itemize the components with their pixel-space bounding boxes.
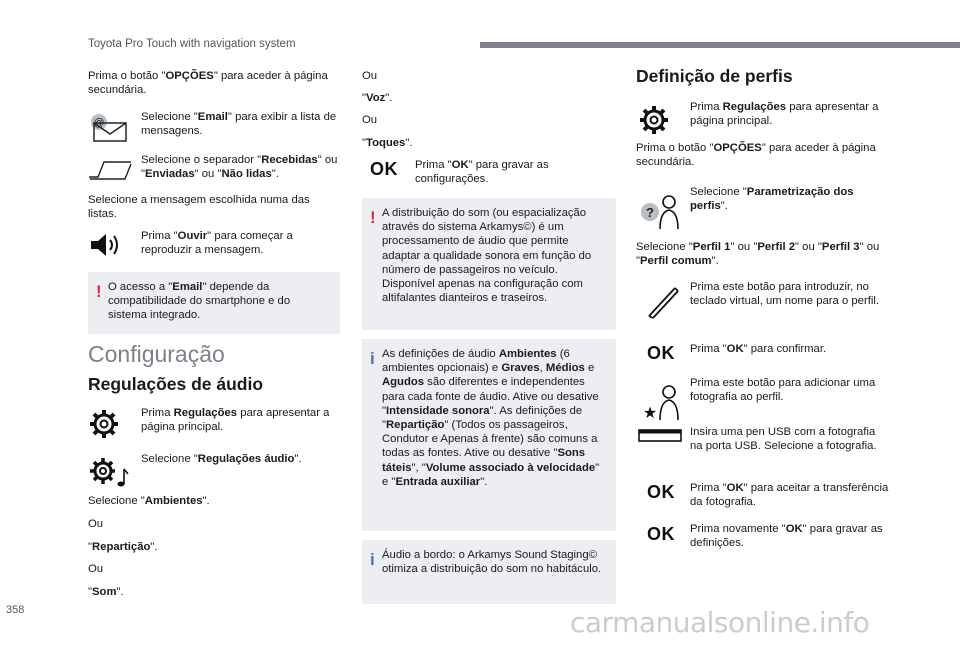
usb-icon bbox=[638, 429, 682, 443]
text: Selecione " bbox=[690, 186, 747, 198]
edit-name-step: Prima este botão para introduzir, no teclado virtual, um nome para o perfil. bbox=[690, 281, 880, 308]
text: Selecione " bbox=[636, 241, 693, 253]
text-bold: OK bbox=[726, 482, 744, 494]
info-icon: i bbox=[370, 550, 375, 569]
email-step bbox=[141, 110, 341, 138]
text-bold: Agudos bbox=[382, 376, 425, 389]
text: Prima " bbox=[690, 482, 727, 494]
page-number: 358 bbox=[6, 604, 25, 616]
ou-text: Ou bbox=[362, 114, 378, 126]
text-bold: OPÇÕES bbox=[713, 142, 762, 154]
text-bold: Enviadas bbox=[145, 168, 195, 181]
text: ". bbox=[480, 475, 488, 488]
text: " bbox=[362, 92, 367, 104]
text: " para gravar as definições. bbox=[690, 523, 883, 550]
text-bold: Volume associado à velocidade bbox=[425, 461, 596, 474]
text-bold: Perfil 1 bbox=[692, 241, 731, 253]
text: , bbox=[539, 362, 546, 375]
reparticao-step bbox=[88, 540, 158, 554]
profile-settings-icon bbox=[638, 190, 682, 230]
svg-text:★: ★ bbox=[642, 403, 658, 422]
ok-icon: OK bbox=[647, 343, 675, 363]
text: ". bbox=[711, 255, 719, 268]
ok-confirm-step bbox=[690, 342, 890, 356]
header-bar bbox=[480, 42, 960, 48]
ok-accept-step bbox=[690, 481, 890, 509]
text: ". bbox=[150, 541, 158, 553]
text: " ou " bbox=[194, 168, 222, 181]
warning-icon: ! bbox=[96, 282, 102, 301]
text: Selecione " bbox=[141, 453, 198, 465]
text: " bbox=[88, 586, 93, 598]
text: Selecione " bbox=[88, 495, 145, 507]
profile-photo-icon bbox=[638, 382, 682, 422]
text: Prima " bbox=[690, 343, 727, 355]
add-photo-step: Prima este botão para adicionar uma fotografia ao perfil. bbox=[690, 377, 876, 404]
text: " bbox=[362, 137, 367, 149]
ok-icon: OK bbox=[370, 159, 398, 179]
text: ". bbox=[294, 453, 302, 465]
text: Prima o botão " bbox=[636, 142, 714, 154]
opcoes-step bbox=[636, 141, 876, 169]
text-bold: Ouvir bbox=[177, 230, 208, 242]
text: " para exibir a lista de mensagens. bbox=[141, 111, 337, 138]
text-bold: Intensidade sonora bbox=[386, 404, 490, 417]
speaker-icon bbox=[88, 231, 124, 259]
voz-step bbox=[362, 91, 392, 105]
info-text bbox=[382, 347, 606, 489]
text: As definições de áudio bbox=[382, 348, 499, 360]
svg-text:?: ? bbox=[646, 205, 654, 220]
text-bold: Graves bbox=[501, 362, 540, 375]
text: " para começar a reproduzir a mensagem. bbox=[141, 230, 293, 257]
parametrizacao-step bbox=[690, 185, 890, 213]
text: " para gravar as configurações. bbox=[415, 159, 549, 186]
text: " depende da compatibilidade do smartphone e do sistema integrado. bbox=[108, 281, 291, 322]
text: são diferentes e independentes para cada fonte de áudio. Ative ou desative " bbox=[382, 376, 599, 417]
gear-icon bbox=[88, 408, 120, 440]
text-bold: Toques bbox=[366, 137, 406, 149]
ou-text: Ou bbox=[88, 563, 104, 575]
ambientes-step bbox=[88, 494, 210, 508]
warning-icon: ! bbox=[370, 208, 376, 227]
text: " para confirmar. bbox=[743, 343, 827, 355]
text-bold: Regulações bbox=[173, 407, 238, 419]
text: ". bbox=[385, 92, 393, 104]
text: Prima " bbox=[415, 159, 452, 171]
text: ". bbox=[405, 137, 413, 149]
text: " e " bbox=[382, 461, 600, 488]
text-bold: Perfil 3 bbox=[821, 241, 860, 253]
text-bold: Perfil 2 bbox=[757, 241, 796, 253]
ok-save-step bbox=[690, 522, 890, 550]
gear-icon bbox=[638, 104, 670, 136]
text: " para aceder à página secundária. bbox=[88, 70, 328, 97]
som-step bbox=[88, 585, 124, 599]
text-bold: OK bbox=[726, 343, 744, 355]
text: e bbox=[584, 362, 595, 375]
watermark: carmanualsonline.info bbox=[570, 606, 870, 639]
text: Prima bbox=[141, 407, 174, 419]
text: Prima o botão " bbox=[88, 70, 166, 82]
pencil-icon bbox=[645, 284, 681, 320]
ou-text: Ou bbox=[362, 70, 378, 82]
text-bold: Sons táteis bbox=[382, 447, 586, 474]
text: Selecione " bbox=[141, 111, 198, 123]
select-message-text: Selecione a mensagem escolhida numa das listas. bbox=[88, 194, 310, 221]
text: Prima " bbox=[141, 230, 178, 242]
usb-step: Insira uma pen USB com a fotografia na porta USB. Selecione a fotografia. bbox=[690, 426, 877, 453]
text-bold: OK bbox=[785, 523, 803, 535]
warning-text: A distribuição do som (ou espacialização através do sistema Arkamys©) é um processamento de áudio que permite adaptar a qualidade sonora em função do número de passageiros no veículo. Disponível apenas na configuração com altifalantes dianteiros e traseiros. bbox=[382, 207, 592, 305]
text: ". bbox=[202, 495, 210, 507]
section-title-audio: Regulações de áudio bbox=[88, 374, 264, 394]
regulacoes-step bbox=[690, 100, 890, 128]
section-title-configuracao: Configuração bbox=[88, 341, 225, 367]
text: " ou " bbox=[730, 241, 758, 253]
info-text: Áudio a bordo: o Arkamys Sound Staging© otimiza a distribuição do som no habitáculo. bbox=[382, 549, 602, 576]
text: ". bbox=[271, 168, 279, 181]
text: ". As definições de " bbox=[382, 404, 583, 432]
col1-intro bbox=[88, 69, 328, 97]
text-bold: Ambientes bbox=[144, 495, 203, 507]
header-title: Toyota Pro Touch with navigation system bbox=[88, 38, 296, 50]
text-bold: Email bbox=[172, 281, 203, 293]
regulacoes-step bbox=[141, 406, 341, 434]
text-bold: Regulações bbox=[722, 101, 787, 113]
regulacoes-audio-step bbox=[141, 452, 341, 466]
info-box-arkamys bbox=[362, 540, 616, 604]
text-bold: Repartição bbox=[92, 541, 151, 553]
ok-icon: OK bbox=[647, 524, 675, 544]
text-bold: Regulações áudio bbox=[197, 453, 295, 465]
text: " ou " bbox=[636, 241, 880, 268]
info-icon: i bbox=[370, 349, 375, 368]
text: (6 ambientes opcionais) e bbox=[382, 348, 570, 375]
text: para apresentar a página principal. bbox=[141, 407, 330, 434]
text: Selecione o separador " bbox=[141, 154, 262, 166]
text-bold: Não lidas bbox=[221, 168, 272, 181]
text: O acesso a " bbox=[108, 281, 173, 293]
text: " ou " bbox=[141, 154, 338, 181]
text: " para aceitar a transferência da fotografia. bbox=[690, 482, 889, 509]
text: Prima novamente " bbox=[690, 523, 786, 535]
text-bold: Email bbox=[197, 111, 228, 123]
ouvir-step bbox=[141, 229, 341, 257]
warning-box-email bbox=[88, 272, 340, 334]
ok-icon: OK bbox=[647, 482, 675, 502]
perfil-step bbox=[636, 240, 896, 268]
text-bold: Repartição bbox=[386, 419, 445, 432]
text: Prima bbox=[690, 101, 723, 113]
text-bold: Médios bbox=[545, 362, 585, 375]
text-bold: Recebidas bbox=[261, 154, 318, 166]
text: ". bbox=[116, 586, 124, 598]
text-bold: Som bbox=[92, 586, 117, 598]
text: " bbox=[88, 541, 93, 553]
toques-step bbox=[362, 136, 413, 150]
text: ". bbox=[720, 200, 728, 213]
text-bold: Perfil comum bbox=[640, 255, 712, 268]
email-icon bbox=[88, 113, 130, 143]
text-bold: Ambientes bbox=[498, 348, 557, 360]
text-bold: Entrada auxiliar bbox=[395, 475, 481, 488]
text: " ou " bbox=[795, 241, 822, 253]
gear-music-icon bbox=[88, 455, 130, 489]
ok-save-step bbox=[415, 158, 605, 186]
ou-text: Ou bbox=[88, 518, 104, 530]
section-title-perfis: Definição de perfis bbox=[636, 66, 793, 86]
text: para apresentar a página principal. bbox=[690, 101, 879, 128]
warning-box-arkamys bbox=[362, 198, 616, 330]
tab-selector-icon bbox=[88, 160, 132, 180]
text: " (Todos os passageiros, Condutor e Apenas à frente) são comuns a todas as fontes. Ative ou desative " bbox=[382, 419, 598, 460]
info-box-ambientes bbox=[362, 339, 616, 531]
text-bold: Voz bbox=[366, 92, 386, 104]
text-bold: OK bbox=[451, 159, 469, 171]
text-bold: Parametrização dos perfis bbox=[690, 186, 854, 213]
text: " para aceder à página secundária. bbox=[636, 142, 876, 169]
text: ", " bbox=[411, 461, 426, 474]
text-bold: OPÇÕES bbox=[165, 70, 214, 82]
warning-text bbox=[108, 280, 330, 323]
tab-step bbox=[141, 153, 341, 181]
svg-text:@: @ bbox=[93, 117, 105, 129]
